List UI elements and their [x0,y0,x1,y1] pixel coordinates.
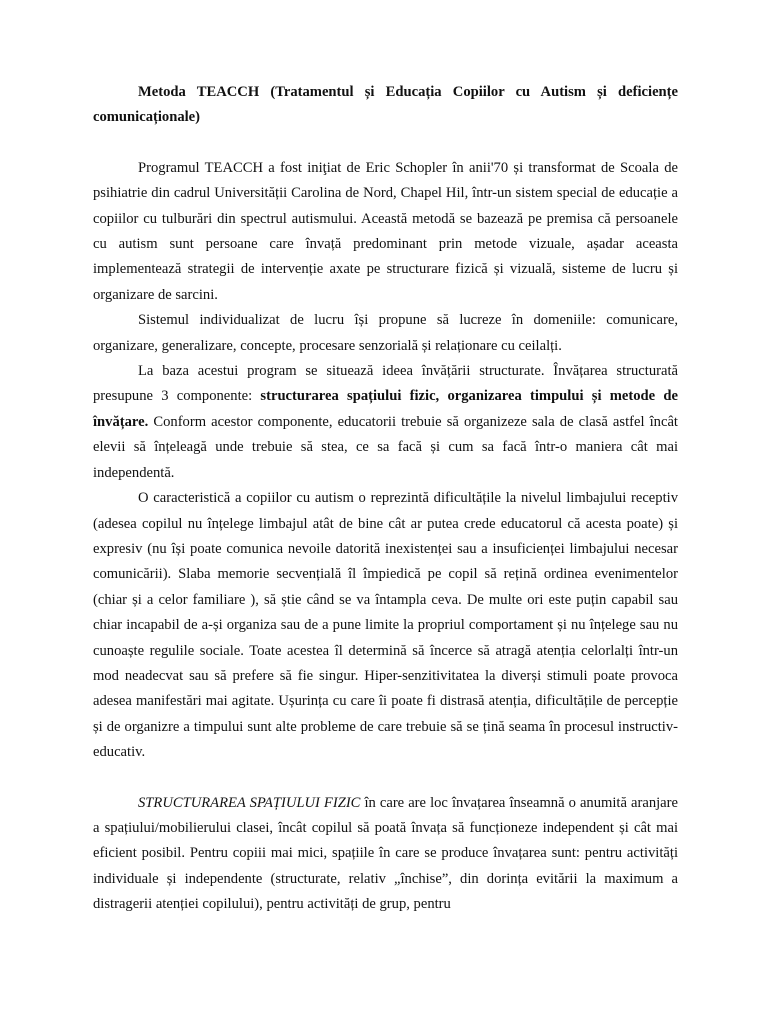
paragraph-text: Conform acestor componente, educatorii trebuie să organizeze sala de clasă astfel încât elevii să înțeleagă unde trebuie să stea, ce sa facă și cum sa facă într-o maniera cât mai independentă. [93,413,678,481]
paragraph-characteristics: O caracteristică a copiilor cu autism o reprezintă dificultățile la nivelul limbajului receptiv (adesea copilul nu înțelege limbajul atât de bine cât ar putea crede educatorul că acesta poate) și expresiv (nu își poate comunica nevoile datorită inexistenței sau a insuficienței limbajului necesar comunicării). Slaba memorie secvențială îl împiedică pe copil să rețină ordinea evenimentelor (chiar și a celor familiare ), să știe când se va întampla ceva. De multe ori este puțin capabil sau chiar incapabil de a-și organiza sau de a pune limite la propriul comportament și nu înțelege sau nu cunoaște regulile sociale. Toate acestea îl determină să încerce să atragă atenția celorlalți într-un mod neadecvat sau să prefere să fie singur. Hiper-senzitivitatea la diverși stimuli poate provoca adesea manifestări mai agitate. Ușurința cu care îi poate fi distrasă atenția, dificultățile de percepție și de organizre a timpului sunt alte probleme de care trebuie să se țină seama în procesul instructiv-educativ. [93,490,678,761]
paragraph-intro: Programul TEACCH a fost iniţiat de Eric Schopler în anii'70 și transformat de Scoala de psihiatrie din cadrul Universității Carolina de Nord, Chapel Hil, într-un sistem special de educație a copiilor cu tulburări din spectrul autismului. Această metodă se bazează pe premisa că persoanele cu autism sunt persoane care învață predominant prin metode vizuale, așadar aceasta implementează strategii de intervenție axate pe structurare fizică și vizuală, sisteme de lucru și organizare de sarcini. [93,159,678,303]
paragraph-structured-learning [93,359,678,486]
spacer [93,131,678,156]
paragraph-physical-space [93,791,678,918]
document-page [93,80,678,918]
paragraph-text: La baza acestui program se situează ideea învățării structurate. Învățarea structurată presupune 3 componente: [93,363,678,405]
italic-heading: STRUCTURAREA SPAȚIULUI FIZIC [138,794,361,811]
paragraph-system: Sistemul individualizat de lucru își propune să lucreze în domeniile: comunicare, organizare, generalizare, concepte, procesare senzorială și relaționare cu ceilalți. [93,312,678,354]
spacer [93,766,678,791]
document-title: Metoda TEACCH (Tratamentul și Educația Copiilor cu Autism și deficiențe comunicaționale) [93,84,678,126]
bold-components: structurarea spațiului fizic, organizarea timpului și metode de învățare. [93,388,678,430]
paragraph-text: în care are loc învațarea înseamnă o anumită aranjare a spațiului/mobilierului clasei, încât copilul să poată învața să funcționeze independent și cât mai eficient posibil. Pentru copiii mai mici, spațiile în care se produce învațarea sunt: pentru activități individuale și independente (structurate, relativ „închise”, din dorința evitării la maximum a distragerii atenției copilului), pentru activități de grup, pentru [93,794,678,913]
